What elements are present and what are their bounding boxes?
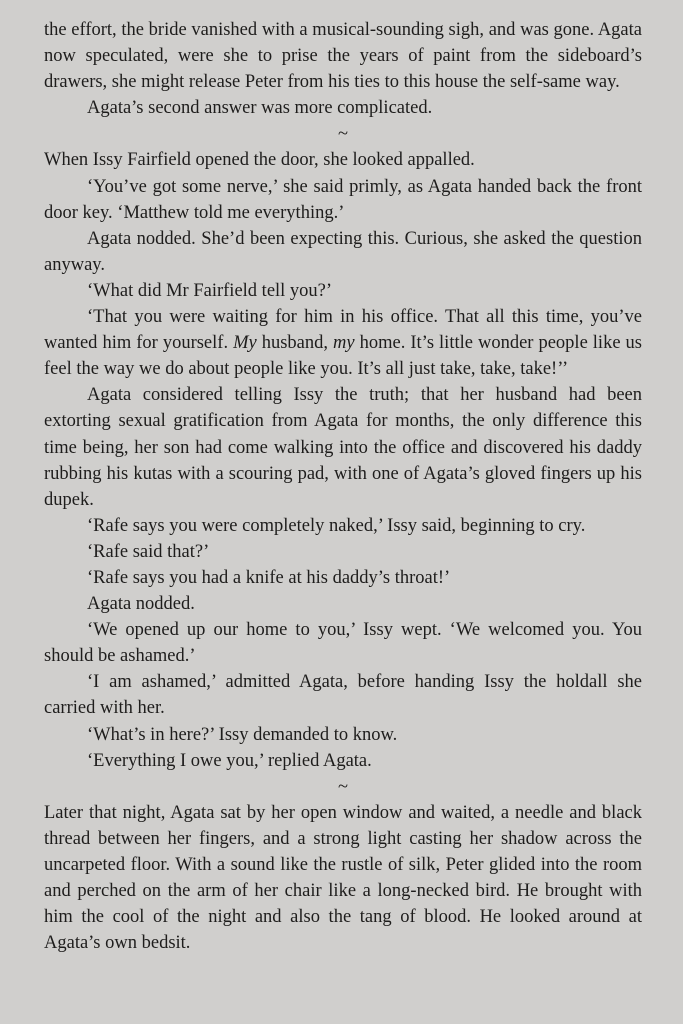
paragraph: ‘You’ve got some nerve,’ she said primly, as Agata handed back the front door key. ‘Matthew told me everything.’ — [44, 176, 642, 223]
paragraph: ‘I am ashamed,’ admitted Agata, before handing Issy the holdall she carried with her. — [44, 672, 642, 719]
paragraph: ‘Rafe says you were completely naked,’ Issy said, beginning to cry. — [87, 515, 586, 536]
paragraph: ‘Rafe said that?’ — [87, 541, 210, 562]
emphasis: My — [233, 333, 257, 354]
paragraph-text: ‘That you were waiting for him in his office. That all this time, you’ve wanted him for yourself. — [44, 307, 642, 354]
paragraph: the effort, the bride vanished with a musical-sounding sigh, and was gone. Agata now speculated, were she to prise the years of paint from the sideboard’s drawers, she might release Peter from his ties to this house the self-same way. — [44, 20, 642, 93]
paragraph-text: home. It’s little wonder people like us feel the way we do about people like you. It’s all just take, take, take!’’ — [44, 333, 642, 380]
paragraph: When Issy Fairfield opened the door, she looked appalled. — [44, 150, 475, 171]
paragraph — [44, 304, 642, 382]
paragraph: Later that night, Agata sat by her open window and waited, a needle and black thread between her fingers, and a strong light casting her shadow across the uncarpeted floor. With a sound like the rustle of silk, Peter glided into the room and perched on the arm of her chair like a long-necked bird. He brought with him the cool of the night and also the tang of blood. He looked around at Agata’s own bedsit. — [44, 802, 642, 954]
document-page — [44, 17, 642, 956]
paragraph: Agata nodded. She’d been expecting this. Curious, she asked the question anyway. — [44, 228, 642, 275]
emphasis: my — [333, 333, 355, 354]
paragraph: ‘What’s in here?’ Issy demanded to know. — [87, 724, 398, 745]
paragraph: ‘We opened up our home to you,’ Issy wept. ‘We welcomed you. You should be ashamed.’ — [44, 620, 642, 667]
paragraph: Agata’s second answer was more complicated. — [87, 98, 433, 119]
paragraph-text: husband, — [256, 333, 334, 354]
paragraph: Agata nodded. — [87, 594, 195, 615]
scene-separator: ~ — [337, 776, 348, 797]
paragraph: ‘Rafe says you had a knife at his daddy’s throat!’ — [87, 567, 451, 588]
paragraph: ‘Everything I owe you,’ replied Agata. — [87, 750, 372, 771]
paragraph: Agata considered telling Issy the truth; that her husband had been extorting sexual gratification from Agata for months, the only difference this time being, her son had come walking into the office and discovered his daddy rubbing his kutas with a scouring pad, with one of Agata’s gloved fingers up his dupek. — [44, 385, 642, 510]
scene-separator: ~ — [337, 124, 348, 145]
paragraph: ‘What did Mr Fairfield tell you?’ — [87, 280, 333, 301]
